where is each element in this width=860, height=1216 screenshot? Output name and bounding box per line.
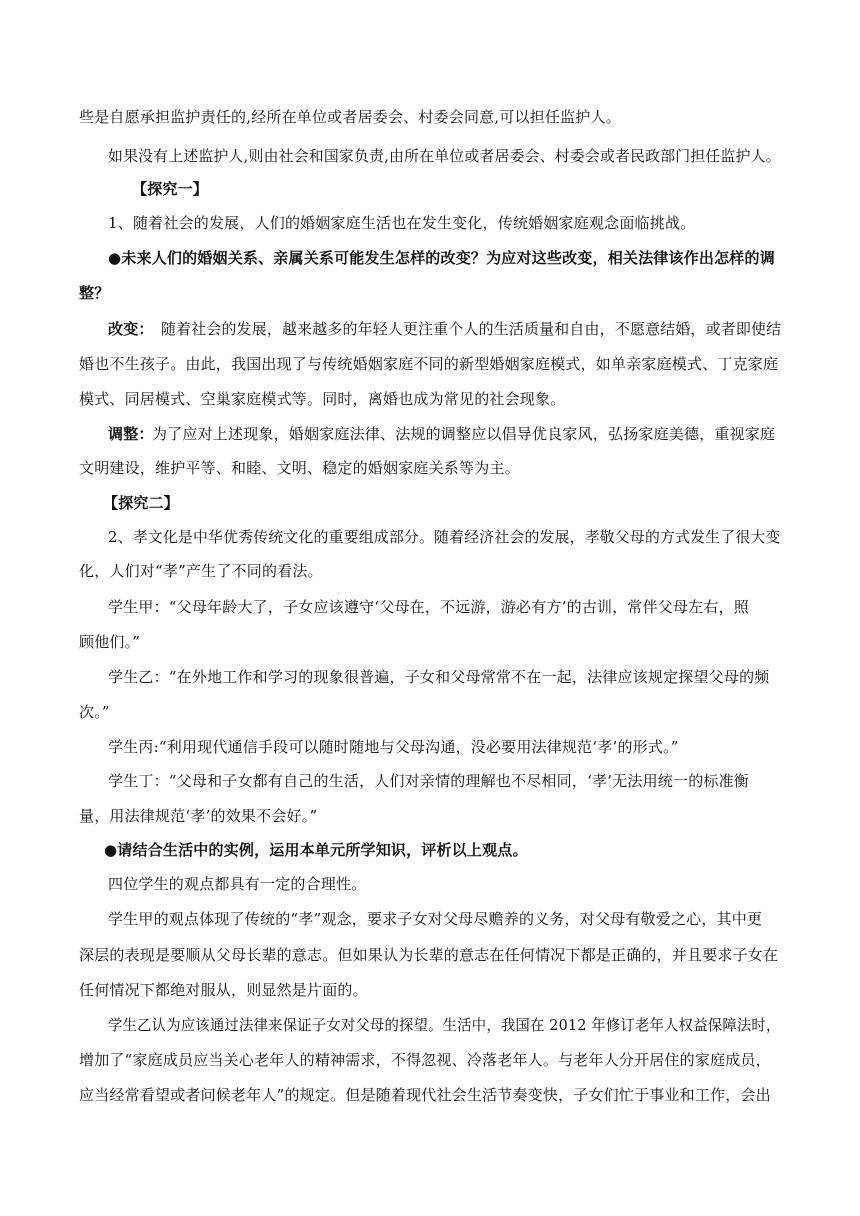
text-line: 如果没有上述监护人,则由社会和国家负责,由所在单位或者居委会、村委会或者民政部门担任监护人。: [108, 147, 781, 165]
text-line: 任何情况下都绝对服从，则显然是片面的。: [79, 981, 368, 999]
section-heading: 【探究二】: [103, 494, 180, 512]
text-line: 四位学生的观点都具有一定的合理性。: [108, 875, 367, 893]
text-line: 学生乙认为应该通过法律来保证子女对父母的探望。生活中，我国在 2012 年修订老年人权益保障法时，: [108, 1016, 781, 1034]
text-line: 些是自愿承担监护责任的,经所在单位或者居委会、村委会同意,可以担任监护人。: [79, 108, 621, 126]
text-line: 2、孝文化是中华优秀传统文化的重要组成部分。随着经济社会的发展，孝敬父母的方式发生了很大变: [108, 528, 781, 546]
text-line: 学生丁：“父母和子女都有自己的生活，人们对亲情的理解也不尽相同，‘孝’无法用统一的标准衡: [108, 772, 750, 790]
question-line: ●未来人们的婚姻关系、亲属关系可能发生怎样的改变？为应对这些改变，相关法律该作出怎样的调: [108, 249, 775, 267]
label-adjust: 调整：: [108, 425, 154, 443]
label-change: 改变：: [108, 320, 154, 338]
text-line: 增加了“家庭成员应当关心老年人的精神需求，不得忽视、冷落老年人。与老年人分开居住的家庭成员，: [79, 1051, 771, 1069]
text-line: 学生乙：“在外地工作和学习的现象很普遍，子女和父母常常不在一起，法律应该规定探望父母的频: [108, 668, 770, 686]
text-line: 应当经常看望或者问候老年人”的规定。但是随着现代社会生活节奏变快，子女们忙于事业和工作，会出: [79, 1086, 771, 1104]
text-line: 次。”: [79, 703, 110, 721]
text-line: 学生甲：“父母年龄大了，子女应该遵守‘父母在，不远游，游必有方’的古训，常伴父母左右，照: [108, 598, 750, 616]
text-line: 为了应对上述现象，婚姻家庭法律、法规的调整应以倡导优良家风，弘扬家庭美德，重视家庭: [152, 425, 776, 443]
text-line: 模式、同居模式、空巢家庭模式等。同时，离婚也成为常见的社会现象。: [79, 390, 566, 408]
text-line: 顾他们。”: [79, 633, 141, 651]
text-line: 深层的表现是要顺从父母长辈的意志。但如果认为长辈的意志在任何情况下都是正确的，并且要求子女在: [79, 946, 779, 964]
question-line: 整？: [79, 284, 110, 302]
text-line: 学生丙:“利用现代通信手段可以随时随地与父母沟通，没必要用法律规范‘孝’的形式。”: [108, 738, 679, 756]
section-heading: 【探究一】: [132, 180, 209, 198]
text-line: 学生甲的观点体现了传统的“孝”观念，要求子女对父母尽赡养的义务，对父母有敬爱之心，其中更: [108, 910, 763, 928]
text-line: 婚也不生孩子。由此，我国出现了与传统婚姻家庭不同的新型婚姻家庭模式，如单亲家庭模式、丁克家庭: [79, 355, 779, 373]
text-line: 文明建设，维护平等、和睦、文明、稳定的婚姻家庭关系等为主。: [79, 459, 520, 477]
text-line: 1、随着社会的发展，人们的婚姻家庭生活也在发生变化，传统婚姻家庭观念面临挑战。: [108, 214, 696, 232]
question-line: ●请结合生活中的实例，运用本单元所学知识，评析以上观点。: [104, 841, 528, 859]
text-line: 化，人们对“孝”产生了不同的看法。: [79, 562, 323, 580]
text-line: 量，用法律规范‘孝’的效果不会好。”: [79, 807, 318, 825]
text-line: 随着社会的发展，越来越多的年轻人更注重个人的生活质量和自由，不愿意结婚，或者即使结: [161, 320, 782, 338]
